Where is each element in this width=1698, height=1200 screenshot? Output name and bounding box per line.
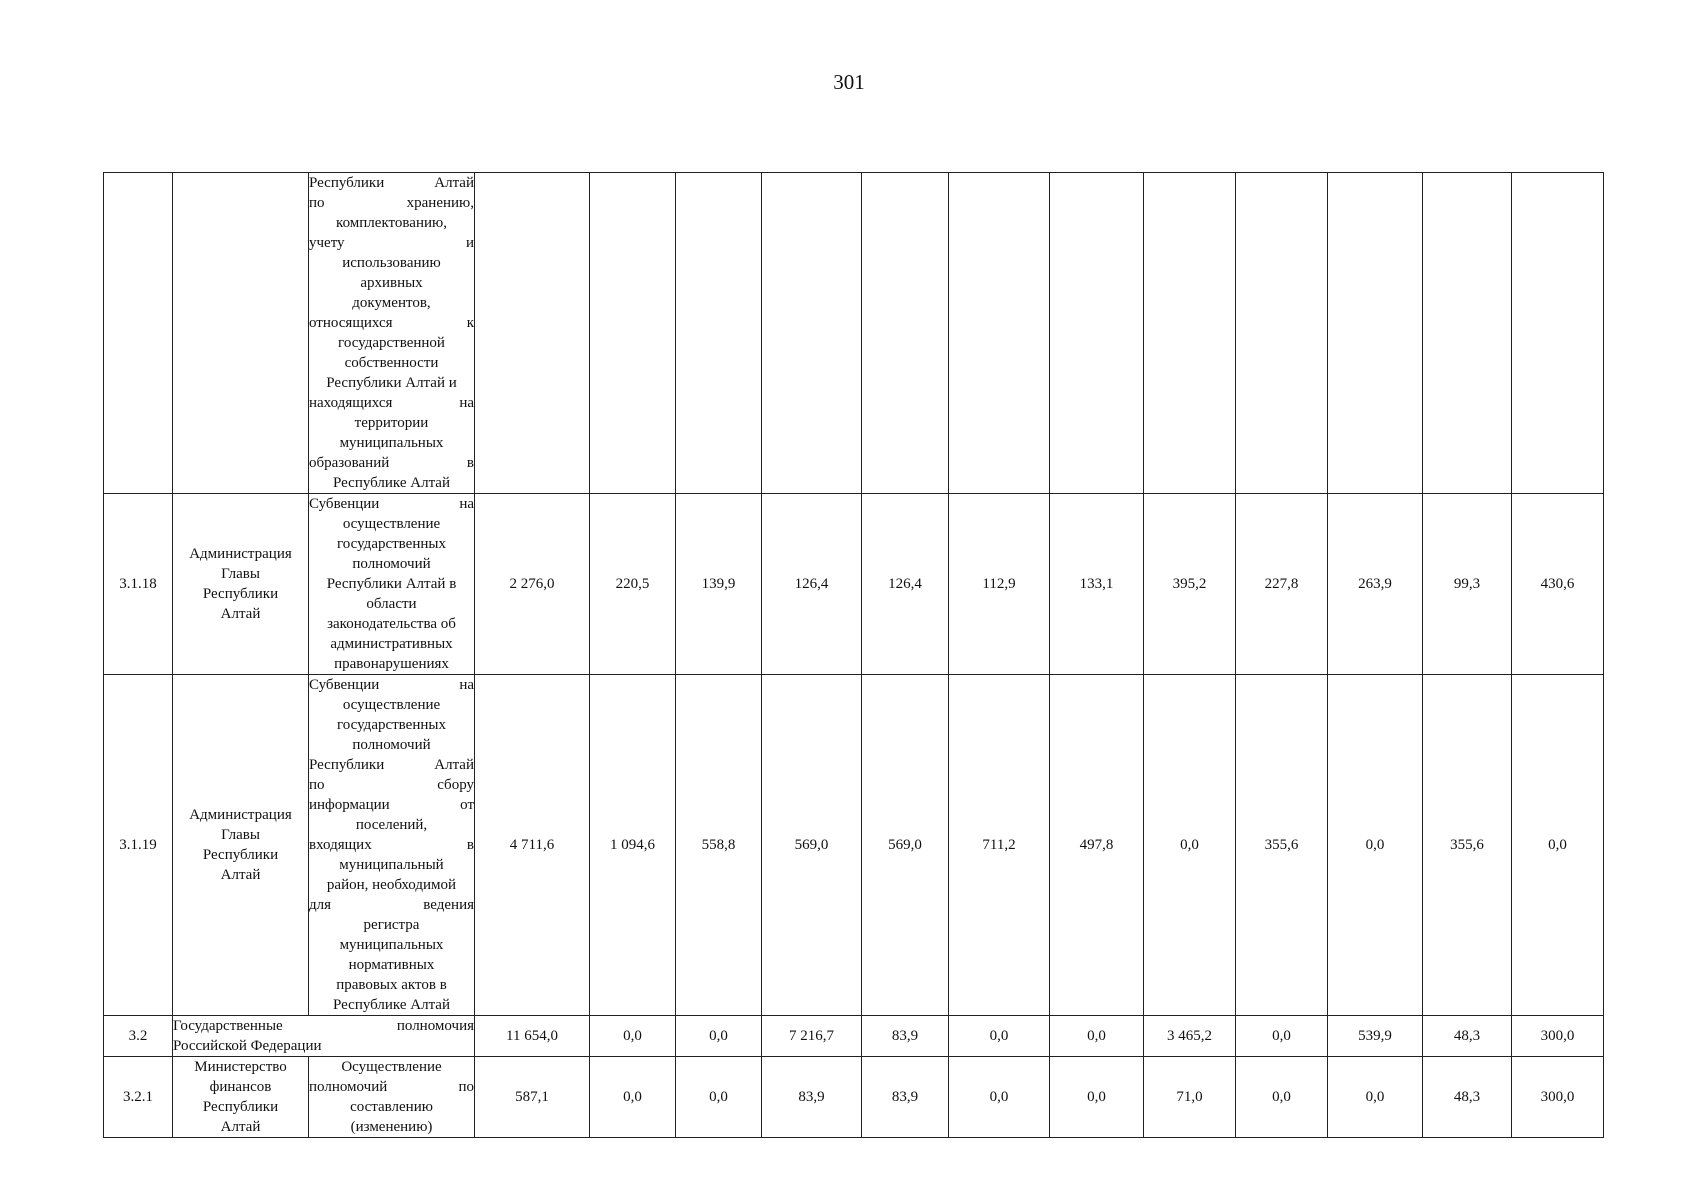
value-cell: 0,0 bbox=[1236, 1057, 1328, 1138]
cell-line: законодательства об bbox=[327, 616, 456, 632]
value-cell: 0,0 bbox=[590, 1016, 676, 1057]
cell-word: по bbox=[309, 777, 325, 793]
page-number: 301 bbox=[833, 70, 865, 94]
cell-line: государственной bbox=[338, 335, 445, 351]
cell-line: финансов bbox=[209, 1079, 272, 1095]
table-row bbox=[104, 1016, 1604, 1057]
cell-line: Республике Алтай bbox=[333, 997, 450, 1013]
cell-line: области bbox=[366, 596, 417, 612]
cell-line: поселений, bbox=[355, 817, 428, 833]
cell-word: на bbox=[459, 496, 474, 512]
cell-line: Министерство bbox=[194, 1059, 287, 1075]
value-cell bbox=[949, 173, 1050, 494]
budget-table bbox=[103, 172, 1604, 1138]
table-row bbox=[104, 173, 1604, 494]
value-cell: 126,4 bbox=[762, 494, 862, 675]
cell-word: по bbox=[458, 1079, 474, 1095]
cell-line: муниципальный bbox=[339, 857, 444, 873]
value-cell: 227,8 bbox=[1236, 494, 1328, 675]
cell-line: регистра bbox=[363, 917, 420, 933]
value-cell: 355,6 bbox=[1236, 675, 1328, 1016]
cell-word: Алтай bbox=[434, 757, 474, 773]
value-cell: 83,9 bbox=[862, 1016, 949, 1057]
cell-line: Республики bbox=[202, 586, 279, 602]
cell-word: Республики bbox=[309, 757, 385, 773]
cell-word: информации bbox=[309, 797, 390, 813]
cell-line: нормативных bbox=[348, 957, 435, 973]
row-description bbox=[309, 1057, 475, 1138]
value-cell: 7 216,7 bbox=[762, 1016, 862, 1057]
row-description bbox=[309, 675, 475, 1016]
cell-line: район, необходимой bbox=[326, 877, 457, 893]
value-cell: 220,5 bbox=[590, 494, 676, 675]
value-cell: 139,9 bbox=[676, 494, 762, 675]
value-cell: 0,0 bbox=[1328, 675, 1423, 1016]
value-cell bbox=[1144, 173, 1236, 494]
cell-line: Алтай bbox=[220, 1119, 261, 1135]
cell-word: полномочий bbox=[309, 1079, 388, 1095]
cell-word: образований bbox=[309, 455, 390, 471]
row-organization bbox=[173, 173, 309, 494]
value-cell: 3 465,2 bbox=[1144, 1016, 1236, 1057]
cell-line: документов, bbox=[352, 295, 431, 311]
value-cell: 126,4 bbox=[862, 494, 949, 675]
row-code bbox=[104, 173, 173, 494]
cell-line: осуществление bbox=[342, 516, 441, 532]
value-cell: 48,3 bbox=[1423, 1057, 1512, 1138]
cell-word: Алтай bbox=[434, 175, 474, 191]
value-cell: 497,8 bbox=[1050, 675, 1144, 1016]
cell-line: Главы bbox=[221, 827, 260, 843]
value-cell: 83,9 bbox=[862, 1057, 949, 1138]
cell-line: Республике Алтай bbox=[333, 475, 450, 491]
cell-line: (изменению) bbox=[350, 1119, 433, 1135]
row-title bbox=[173, 1016, 475, 1057]
table-row bbox=[104, 675, 1604, 1016]
value-cell: 71,0 bbox=[1144, 1057, 1236, 1138]
cell-line: муниципальных bbox=[339, 937, 444, 953]
value-cell: 0,0 bbox=[1236, 1016, 1328, 1057]
cell-word: в bbox=[466, 837, 474, 853]
cell-word: сбору bbox=[437, 777, 474, 793]
value-cell: 300,0 bbox=[1512, 1016, 1604, 1057]
row-code: 3.1.18 bbox=[104, 494, 173, 675]
cell-line: территории bbox=[354, 415, 429, 431]
value-cell: 711,2 bbox=[949, 675, 1050, 1016]
value-cell bbox=[1050, 173, 1144, 494]
cell-word: по bbox=[309, 195, 325, 211]
cell-line: Алтай bbox=[220, 867, 261, 883]
value-cell: 4 711,6 bbox=[475, 675, 590, 1016]
cell-word: и bbox=[465, 235, 474, 251]
row-organization bbox=[173, 675, 309, 1016]
row-code: 3.1.19 bbox=[104, 675, 173, 1016]
value-cell: 569,0 bbox=[862, 675, 949, 1016]
row-code: 3.2.1 bbox=[104, 1057, 173, 1138]
cell-word: к bbox=[466, 315, 474, 331]
cell-line: Администрация bbox=[189, 546, 292, 562]
cell-word: входящих bbox=[309, 837, 372, 853]
value-cell bbox=[475, 173, 590, 494]
cell-word: на bbox=[459, 395, 474, 411]
value-cell: 263,9 bbox=[1328, 494, 1423, 675]
cell-line: Республики bbox=[202, 1099, 279, 1115]
value-cell: 0,0 bbox=[1050, 1057, 1144, 1138]
value-cell: 99,3 bbox=[1423, 494, 1512, 675]
value-cell: 48,3 bbox=[1423, 1016, 1512, 1057]
cell-line: осуществление bbox=[342, 697, 441, 713]
row-organization bbox=[173, 494, 309, 675]
cell-line: Осуществление bbox=[341, 1059, 442, 1075]
value-cell: 0,0 bbox=[1050, 1016, 1144, 1057]
cell-line: государственных bbox=[337, 717, 446, 733]
cell-line: использованию bbox=[342, 255, 441, 271]
cell-line: полномочий bbox=[352, 556, 431, 572]
cell-line: Республики bbox=[202, 847, 279, 863]
cell-line: правовых актов в bbox=[336, 977, 447, 993]
cell-word: Субвенции bbox=[309, 496, 380, 512]
cell-word: находящихся bbox=[309, 395, 393, 411]
cell-line: собственности bbox=[344, 355, 439, 371]
value-cell: 587,1 bbox=[475, 1057, 590, 1138]
value-cell bbox=[1328, 173, 1423, 494]
cell-word: Государственные bbox=[173, 1018, 283, 1034]
cell-word: учету bbox=[309, 235, 345, 251]
value-cell: 2 276,0 bbox=[475, 494, 590, 675]
table-row bbox=[104, 494, 1604, 675]
value-cell: 11 654,0 bbox=[475, 1016, 590, 1057]
value-cell: 133,1 bbox=[1050, 494, 1144, 675]
value-cell bbox=[762, 173, 862, 494]
value-cell: 0,0 bbox=[1144, 675, 1236, 1016]
cell-line: административных bbox=[330, 636, 453, 652]
value-cell: 0,0 bbox=[676, 1016, 762, 1057]
cell-line: Главы bbox=[221, 566, 260, 582]
cell-word: ведения bbox=[423, 897, 474, 913]
cell-word: для bbox=[309, 897, 332, 913]
value-cell bbox=[676, 173, 762, 494]
cell-line: составлению bbox=[350, 1099, 433, 1115]
cell-line: Республики Алтай в bbox=[326, 576, 457, 592]
cell-line: Российской Федерации bbox=[173, 1038, 322, 1054]
row-description bbox=[309, 494, 475, 675]
value-cell: 0,0 bbox=[1512, 675, 1604, 1016]
row-code: 3.2 bbox=[104, 1016, 173, 1057]
value-cell bbox=[862, 173, 949, 494]
value-cell: 430,6 bbox=[1512, 494, 1604, 675]
cell-word: в bbox=[466, 455, 474, 471]
value-cell: 0,0 bbox=[949, 1016, 1050, 1057]
value-cell: 539,9 bbox=[1328, 1016, 1423, 1057]
value-cell: 0,0 bbox=[949, 1057, 1050, 1138]
cell-word: на bbox=[459, 677, 474, 693]
row-organization bbox=[173, 1057, 309, 1138]
cell-line: Алтай bbox=[220, 606, 261, 622]
value-cell bbox=[590, 173, 676, 494]
cell-line: Республики Алтай и bbox=[326, 375, 457, 391]
cell-line: комплектованию, bbox=[336, 215, 447, 231]
row-description bbox=[309, 173, 475, 494]
cell-word: от bbox=[460, 797, 474, 813]
cell-line: полномочий bbox=[352, 737, 431, 753]
cell-line: государственных bbox=[337, 536, 446, 552]
value-cell: 0,0 bbox=[676, 1057, 762, 1138]
cell-line: Администрация bbox=[189, 807, 292, 823]
value-cell: 395,2 bbox=[1144, 494, 1236, 675]
cell-line: архивных bbox=[360, 275, 423, 291]
cell-word: полномочия bbox=[396, 1018, 474, 1034]
value-cell: 0,0 bbox=[1328, 1057, 1423, 1138]
cell-line: правонарушениях bbox=[334, 656, 449, 672]
value-cell bbox=[1236, 173, 1328, 494]
value-cell bbox=[1512, 173, 1604, 494]
value-cell: 558,8 bbox=[676, 675, 762, 1016]
value-cell: 1 094,6 bbox=[590, 675, 676, 1016]
cell-word: хранению, bbox=[406, 195, 474, 211]
value-cell: 0,0 bbox=[590, 1057, 676, 1138]
cell-word: относящихся bbox=[309, 315, 393, 331]
value-cell: 300,0 bbox=[1512, 1057, 1604, 1138]
cell-word: Субвенции bbox=[309, 677, 380, 693]
value-cell: 83,9 bbox=[762, 1057, 862, 1138]
table-row bbox=[104, 1057, 1604, 1138]
value-cell: 355,6 bbox=[1423, 675, 1512, 1016]
value-cell: 569,0 bbox=[762, 675, 862, 1016]
cell-word: Республики bbox=[309, 175, 385, 191]
cell-line: муниципальных bbox=[339, 435, 444, 451]
value-cell: 112,9 bbox=[949, 494, 1050, 675]
value-cell bbox=[1423, 173, 1512, 494]
